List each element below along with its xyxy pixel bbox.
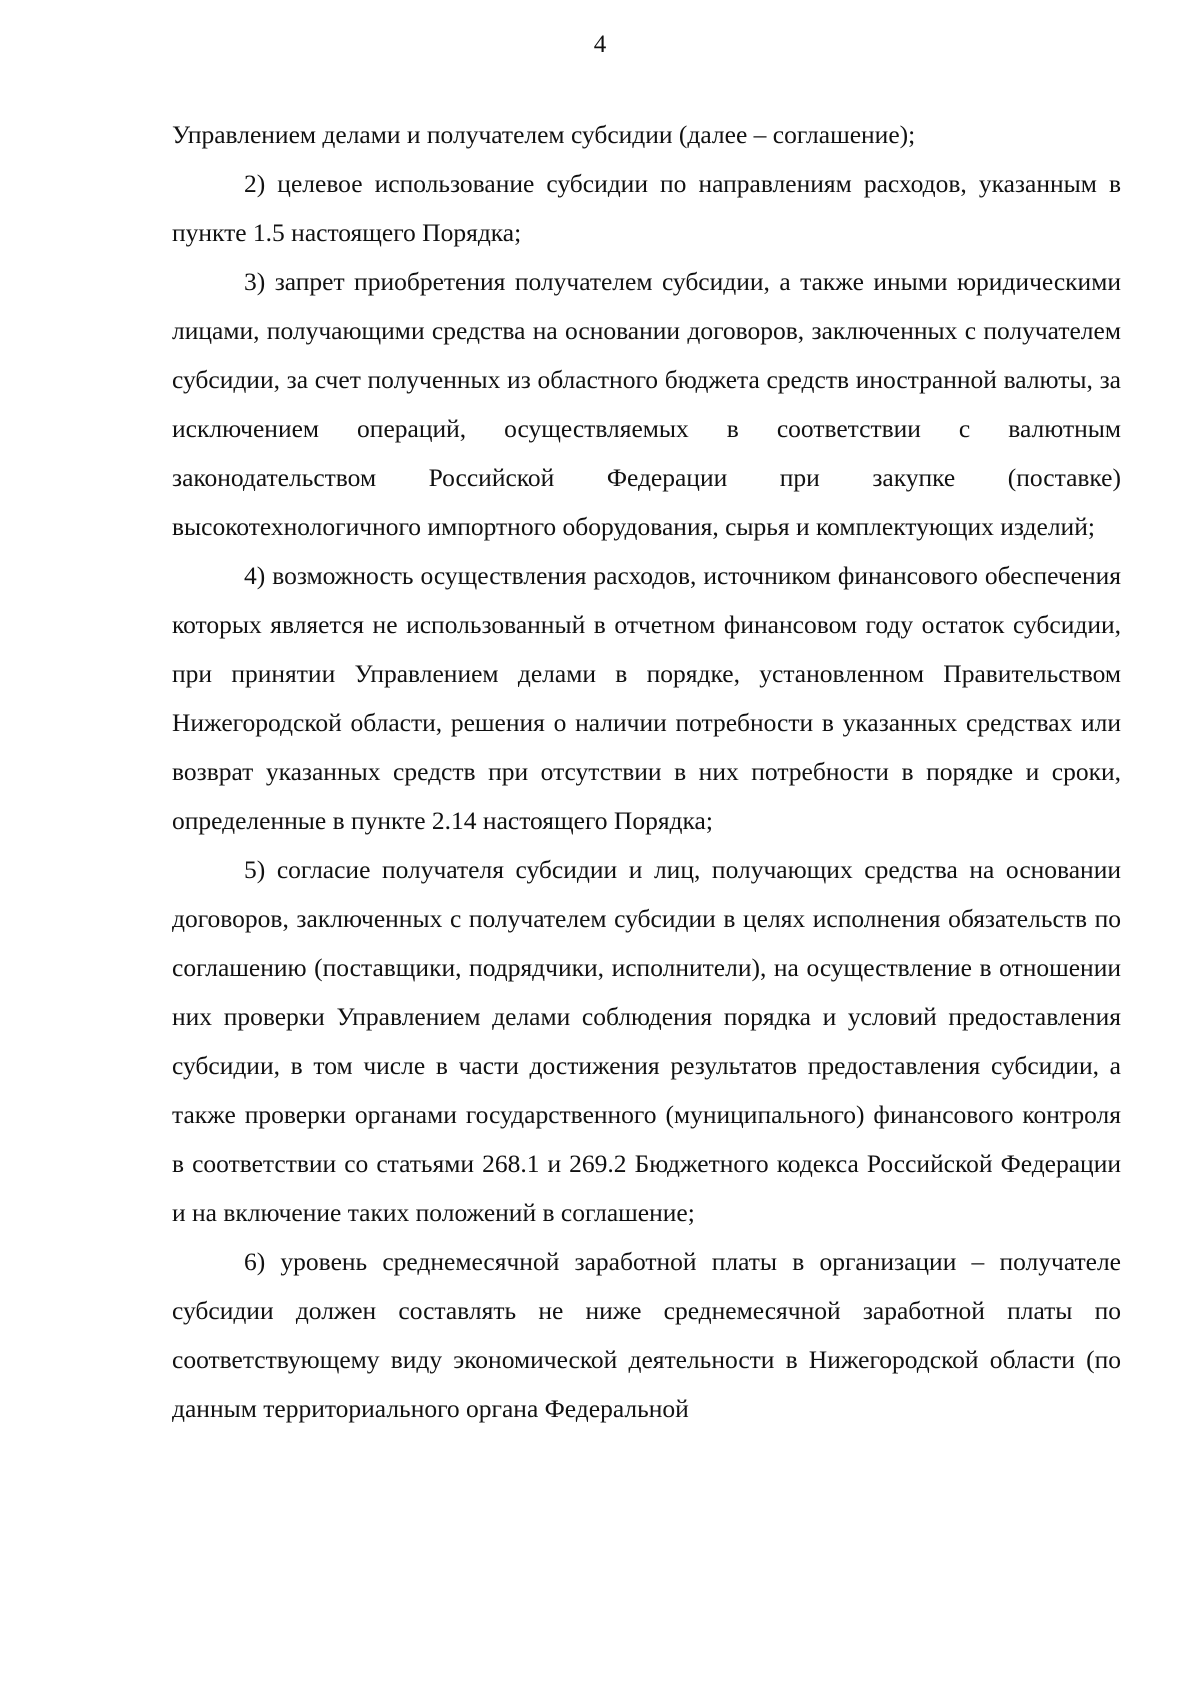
paragraph-item-2: 2) целевое использование субсидии по направлениям расходов, указанным в пункте 1.5 настоящего Порядка; (172, 169, 1121, 247)
document-body (172, 110, 1121, 1433)
page-number: 4 (593, 31, 607, 58)
paragraph-item-4: 4) возможность осуществления расходов, источником финансового обеспечения которых является не использованный в отчетном финансовом году остаток субсидии, при принятии Управлением делами в порядке, установленном Правительством Нижегородской области, решения о наличии потребности в указанных средствах или возврат указанных средств при отсутствии в них потребности в порядке и сроки, определенные в пункте 2.14 настоящего Порядка; (172, 561, 1121, 835)
paragraph-item-6: 6) уровень среднемесячной заработной платы в организации – получателе субсидии должен составлять не ниже среднемесячной заработной платы по соответствующему виду экономической деятельности в Нижегородской области (по данным территориального органа Федеральной (172, 1247, 1121, 1423)
paragraph-item-3: 3) запрет приобретения получателем субсидии, а также иными юридическими лицами, получающими средства на основании договоров, заключенных с получателем субсидии, за счет полученных из областного бюджета средств иностранной валюты, за исключением операций, осуществляемых в соответствии с валютным законодательством Российской Федерации при закупке (поставке) высокотехнологичного импортного оборудования, сырья и комплектующих изделий; (172, 267, 1121, 541)
paragraph-continuation: Управлением делами и получателем субсидии (далее – соглашение); (172, 120, 916, 149)
paragraph-item-5: 5) согласие получателя субсидии и лиц, получающих средства на основании договоров, заключенных с получателем субсидии в целях исполнения обязательств по соглашению (поставщики, подрядчики, исполнители), на осуществление в отношении них проверки Управлением делами соблюдения порядка и условий предоставления субсидии, в том числе в части достижения результатов предоставления субсидии, а также проверки органами государственного (муниципального) финансового контроля в соответствии со статьями 268.1 и 269.2 Бюджетного кодекса Российской Федерации и на включение таких положений в соглашение; (172, 855, 1121, 1227)
